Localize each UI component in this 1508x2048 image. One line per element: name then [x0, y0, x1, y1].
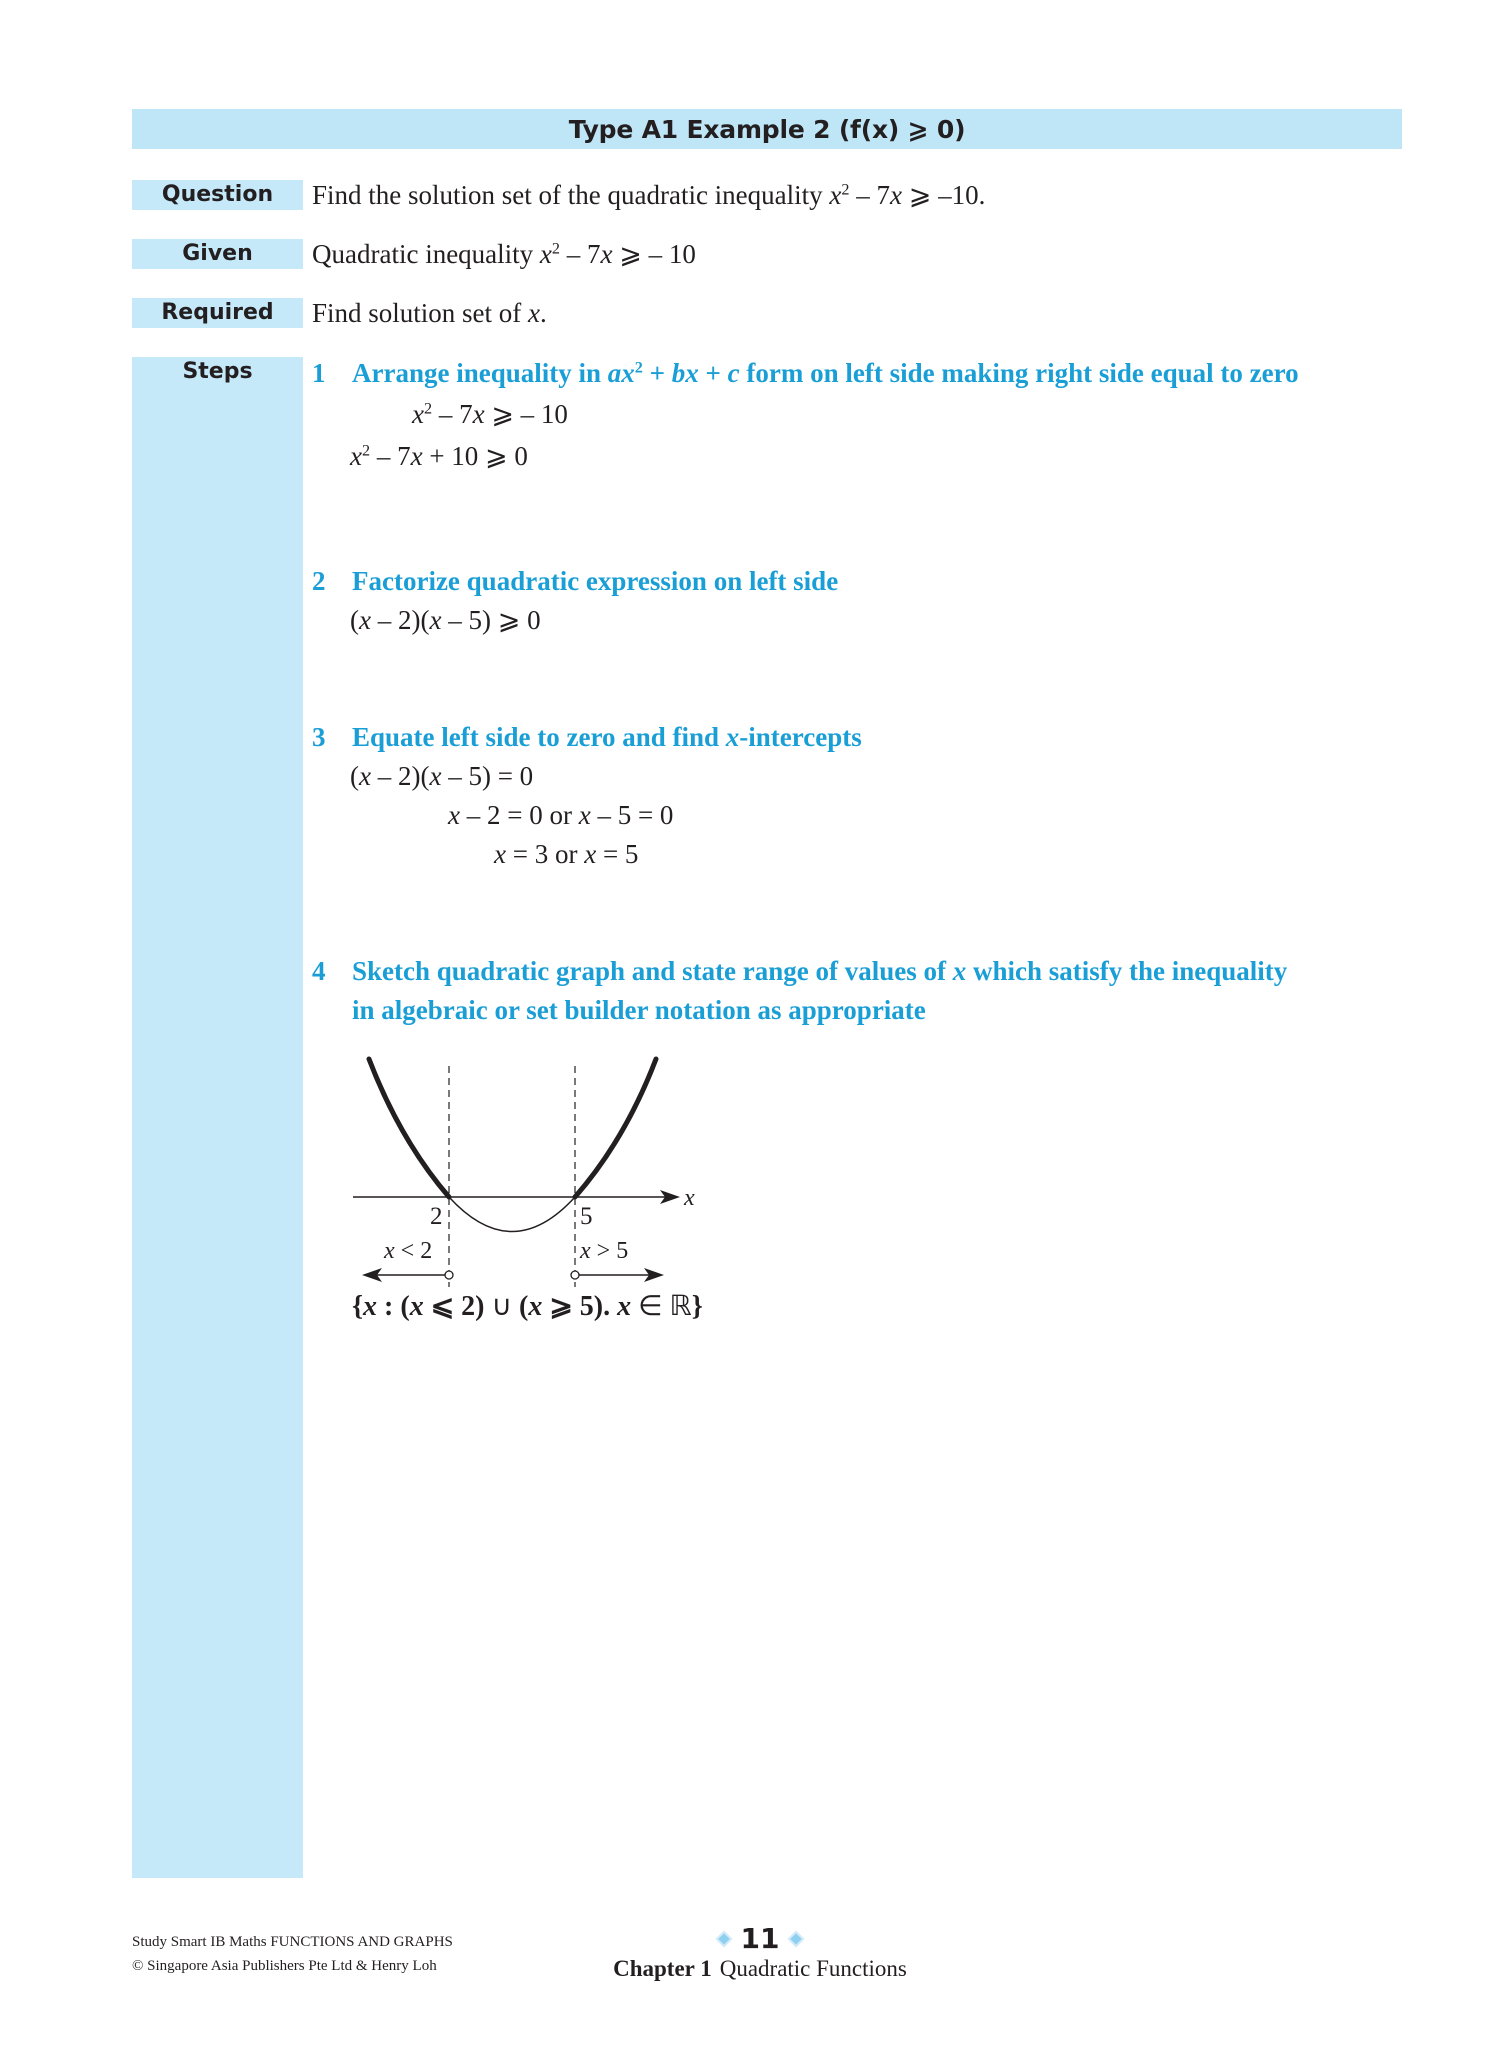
given-text: [312, 238, 696, 270]
example-title: Type A1 Example 2 (f(x) ⩾ 0): [132, 109, 1402, 149]
footer-credits: [132, 1930, 453, 1978]
step-3-heading: [312, 718, 862, 756]
parabola-below: [449, 1197, 575, 1232]
required-label: Required: [132, 298, 303, 328]
diamond-ornament-icon: [789, 1932, 803, 1946]
region-label-left: x < 2: [384, 1238, 433, 1264]
book-title: Study Smart IB Maths FUNCTIONS AND GRAPHS: [132, 1934, 453, 1950]
chapter-title: Quadratic Functions: [719, 1956, 907, 1981]
required-prose: Find solution set of: [312, 298, 529, 328]
step-number: 1: [312, 358, 326, 388]
copyright: © Singapore Asia Publishers Pte Ltd & Henry Loh: [132, 1958, 437, 1974]
question-math: $x^2 - 7x$ ⩾ –10.: [829, 180, 986, 210]
diamond-ornament-icon: [717, 1932, 731, 1946]
step-1-line-1: $x^2 - 7x$ ⩾ – 10: [412, 399, 568, 429]
step-3-title: Equate left side to zero and find x-intercepts: [352, 722, 862, 752]
step-2-title: Factorize quadratic expression on left side: [352, 566, 839, 596]
axis-label: x: [684, 1185, 695, 1211]
question-prose: Find the solution set of the quadratic inequality: [312, 180, 830, 210]
question-label: Question: [132, 180, 303, 210]
required-text: [312, 297, 547, 329]
step-4-title-line-1: Sketch quadratic graph and state range of values of x which satisfy the inequality: [352, 956, 1288, 986]
steps-label: Steps: [182, 359, 253, 384]
question-text: [312, 179, 985, 211]
footer-page-info: [560, 1924, 960, 1984]
step-3-line-3: x = 3 or x = 5: [494, 839, 639, 869]
step-4-heading: [312, 952, 1287, 990]
step-2-line-1: (x – 2)(x – 5) ⩾ 0: [350, 605, 541, 635]
step-3-line-2: x – 2 = 0 or x – 5 = 0: [448, 800, 674, 830]
step-3-line-1: (x – 2)(x – 5) = 0: [350, 761, 534, 791]
given-math: $x^2 - 7x$ ⩾ – 10: [539, 239, 696, 269]
step-4-title-line-2: in algebraic or set builder notation as appropriate: [352, 995, 926, 1025]
given-prose: Quadratic inequality: [312, 239, 540, 269]
open-circle-left: [445, 1271, 453, 1279]
step-1-line-2: $x^2 - 7x + 10$ ⩾ 0: [350, 441, 528, 471]
required-math: x.: [528, 298, 547, 328]
step-number: 3: [312, 722, 326, 752]
step-number: 4: [312, 956, 326, 986]
step-number: 2: [312, 566, 326, 596]
open-circle-right: [571, 1271, 579, 1279]
given-label: Given: [132, 239, 303, 269]
chapter-line: [560, 1954, 960, 1984]
steps-sidebar: [132, 357, 303, 1878]
step-2-heading: [312, 562, 838, 600]
page-number-row: [560, 1924, 960, 1954]
solution-set: {x : (x ⩽ 2) ∪ (x ⩾ 5). x ∈ ℝ}: [352, 1291, 703, 1322]
step-1-title: Arrange inequality in $ax^2$ + bx + c form on left side making right side equal to zero: [352, 358, 1299, 388]
chapter-label: Chapter 1: [613, 1956, 712, 1981]
parabola-arm-right: [575, 1059, 656, 1197]
step-1-heading: [312, 354, 1299, 392]
intercept-label-right: 5: [580, 1203, 593, 1230]
region-label-right: x > 5: [580, 1238, 629, 1264]
parabola-arm-left: [369, 1059, 449, 1197]
intercept-label-left: 2: [430, 1203, 443, 1230]
page-number: 11: [740, 1922, 780, 1955]
